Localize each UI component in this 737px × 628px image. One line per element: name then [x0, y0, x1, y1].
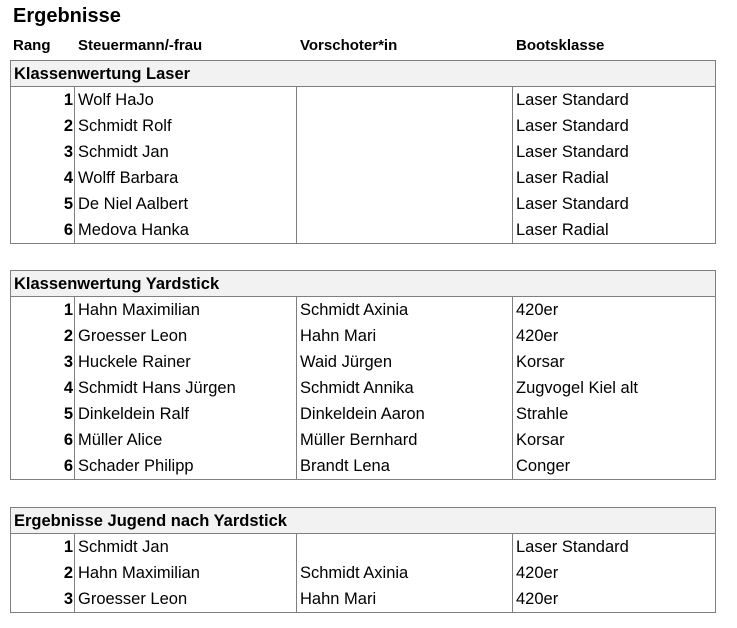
- boat-cell: Strahle: [516, 405, 569, 423]
- helm-cell: Groesser Leon: [78, 590, 188, 608]
- boat-cell: Laser Radial: [516, 169, 609, 187]
- table-row: [11, 586, 715, 612]
- helm-cell: Müller Alice: [78, 431, 163, 449]
- table-row: [11, 427, 715, 453]
- boat-cell: Laser Radial: [516, 221, 609, 239]
- page-title: Ergebnisse: [13, 5, 121, 27]
- crew-cell: [296, 165, 512, 191]
- helm-cell: Groesser Leon: [78, 327, 188, 345]
- rank-cell: 4: [63, 169, 73, 187]
- helm-cell: Schmidt Jan: [78, 143, 169, 161]
- table-row: [11, 217, 715, 243]
- table-row: [11, 534, 715, 560]
- helm-cell: De Niel Aalbert: [78, 195, 189, 213]
- section-yardstick: [10, 270, 716, 480]
- table-row: [11, 297, 715, 323]
- section-title: Klassenwertung Laser: [11, 61, 715, 87]
- boat-cell: 420er: [516, 590, 559, 608]
- helm-cell: Schmidt Jan: [78, 538, 169, 556]
- boat-cell: 420er: [516, 327, 559, 345]
- rank-cell: 5: [63, 195, 73, 213]
- crew-cell: Schmidt Annika: [300, 379, 414, 397]
- rank-cell: 2: [63, 564, 73, 582]
- table-row: [11, 191, 715, 217]
- table-row: [11, 323, 715, 349]
- boat-cell: 420er: [516, 564, 559, 582]
- crew-cell: Müller Bernhard: [300, 431, 418, 449]
- rank-cell: 1: [63, 538, 73, 556]
- helm-cell: Schmidt Rolf: [78, 117, 172, 135]
- crew-cell: Schmidt Axinia: [300, 301, 409, 319]
- boat-cell: Laser Standard: [516, 538, 629, 556]
- crew-cell: [296, 217, 512, 243]
- rank-cell: 3: [63, 143, 73, 161]
- boat-cell: Laser Standard: [516, 195, 629, 213]
- crew-cell: Hahn Mari: [300, 327, 377, 345]
- table-row: [11, 87, 715, 113]
- rank-cell: 1: [63, 301, 73, 319]
- header-crew: Vorschoter*in: [300, 37, 398, 54]
- header-rank: Rang: [13, 37, 51, 54]
- helm-cell: Medova Hanka: [78, 221, 189, 239]
- header-helm: Steuermann/-frau: [78, 37, 203, 54]
- helm-cell: Schader Philipp: [78, 457, 194, 475]
- rank-cell: 6: [63, 431, 73, 449]
- boat-cell: Korsar: [516, 431, 565, 449]
- boat-cell: Korsar: [516, 353, 565, 371]
- rank-cell: 6: [63, 457, 73, 475]
- helm-cell: Hahn Maximilian: [78, 564, 200, 582]
- boat-cell: Zugvogel Kiel alt: [516, 379, 638, 397]
- table-row: [11, 453, 715, 479]
- crew-cell: [296, 191, 512, 217]
- table-row: [11, 401, 715, 427]
- crew-cell: Brandt Lena: [300, 457, 390, 475]
- rank-cell: 6: [63, 221, 73, 239]
- section-title: Ergebnisse Jugend nach Yardstick: [11, 508, 715, 534]
- crew-cell: Schmidt Axinia: [300, 564, 409, 582]
- boat-cell: Conger: [516, 457, 571, 475]
- rank-cell: 4: [63, 379, 73, 397]
- crew-cell: Hahn Mari: [300, 590, 377, 608]
- crew-cell: [296, 534, 512, 560]
- helm-cell: Huckele Rainer: [78, 353, 191, 371]
- table-row: [11, 349, 715, 375]
- crew-cell: [296, 87, 512, 113]
- rank-cell: 1: [63, 91, 73, 109]
- header-boat: Bootsklasse: [516, 37, 605, 54]
- helm-cell: Wolf HaJo: [78, 91, 154, 109]
- section-youth: [10, 507, 716, 613]
- helm-cell: Hahn Maximilian: [78, 301, 200, 319]
- section-title: Klassenwertung Yardstick: [11, 271, 715, 297]
- rank-cell: 2: [63, 117, 73, 135]
- boat-cell: Laser Standard: [516, 143, 629, 161]
- table-row: [11, 165, 715, 191]
- boat-cell: 420er: [516, 301, 559, 319]
- table-row: [11, 560, 715, 586]
- crew-cell: Waid Jürgen: [300, 353, 393, 371]
- results-table: [11, 297, 715, 479]
- boat-cell: Laser Standard: [516, 117, 629, 135]
- helm-cell: Wolff Barbara: [78, 169, 179, 187]
- helm-cell: Schmidt Hans Jürgen: [78, 379, 236, 397]
- table-row: [11, 139, 715, 165]
- results-table: [11, 534, 715, 612]
- boat-cell: Laser Standard: [516, 91, 629, 109]
- rank-cell: 5: [63, 405, 73, 423]
- crew-cell: [296, 139, 512, 165]
- table-row: [11, 375, 715, 401]
- rank-cell: 3: [63, 590, 73, 608]
- crew-cell: Dinkeldein Aaron: [300, 405, 425, 423]
- results-table: [11, 87, 715, 243]
- rank-cell: 2: [63, 327, 73, 345]
- crew-cell: [296, 113, 512, 139]
- helm-cell: Dinkeldein Ralf: [78, 405, 189, 423]
- section-laser: [10, 60, 716, 244]
- table-row: [11, 113, 715, 139]
- rank-cell: 3: [63, 353, 73, 371]
